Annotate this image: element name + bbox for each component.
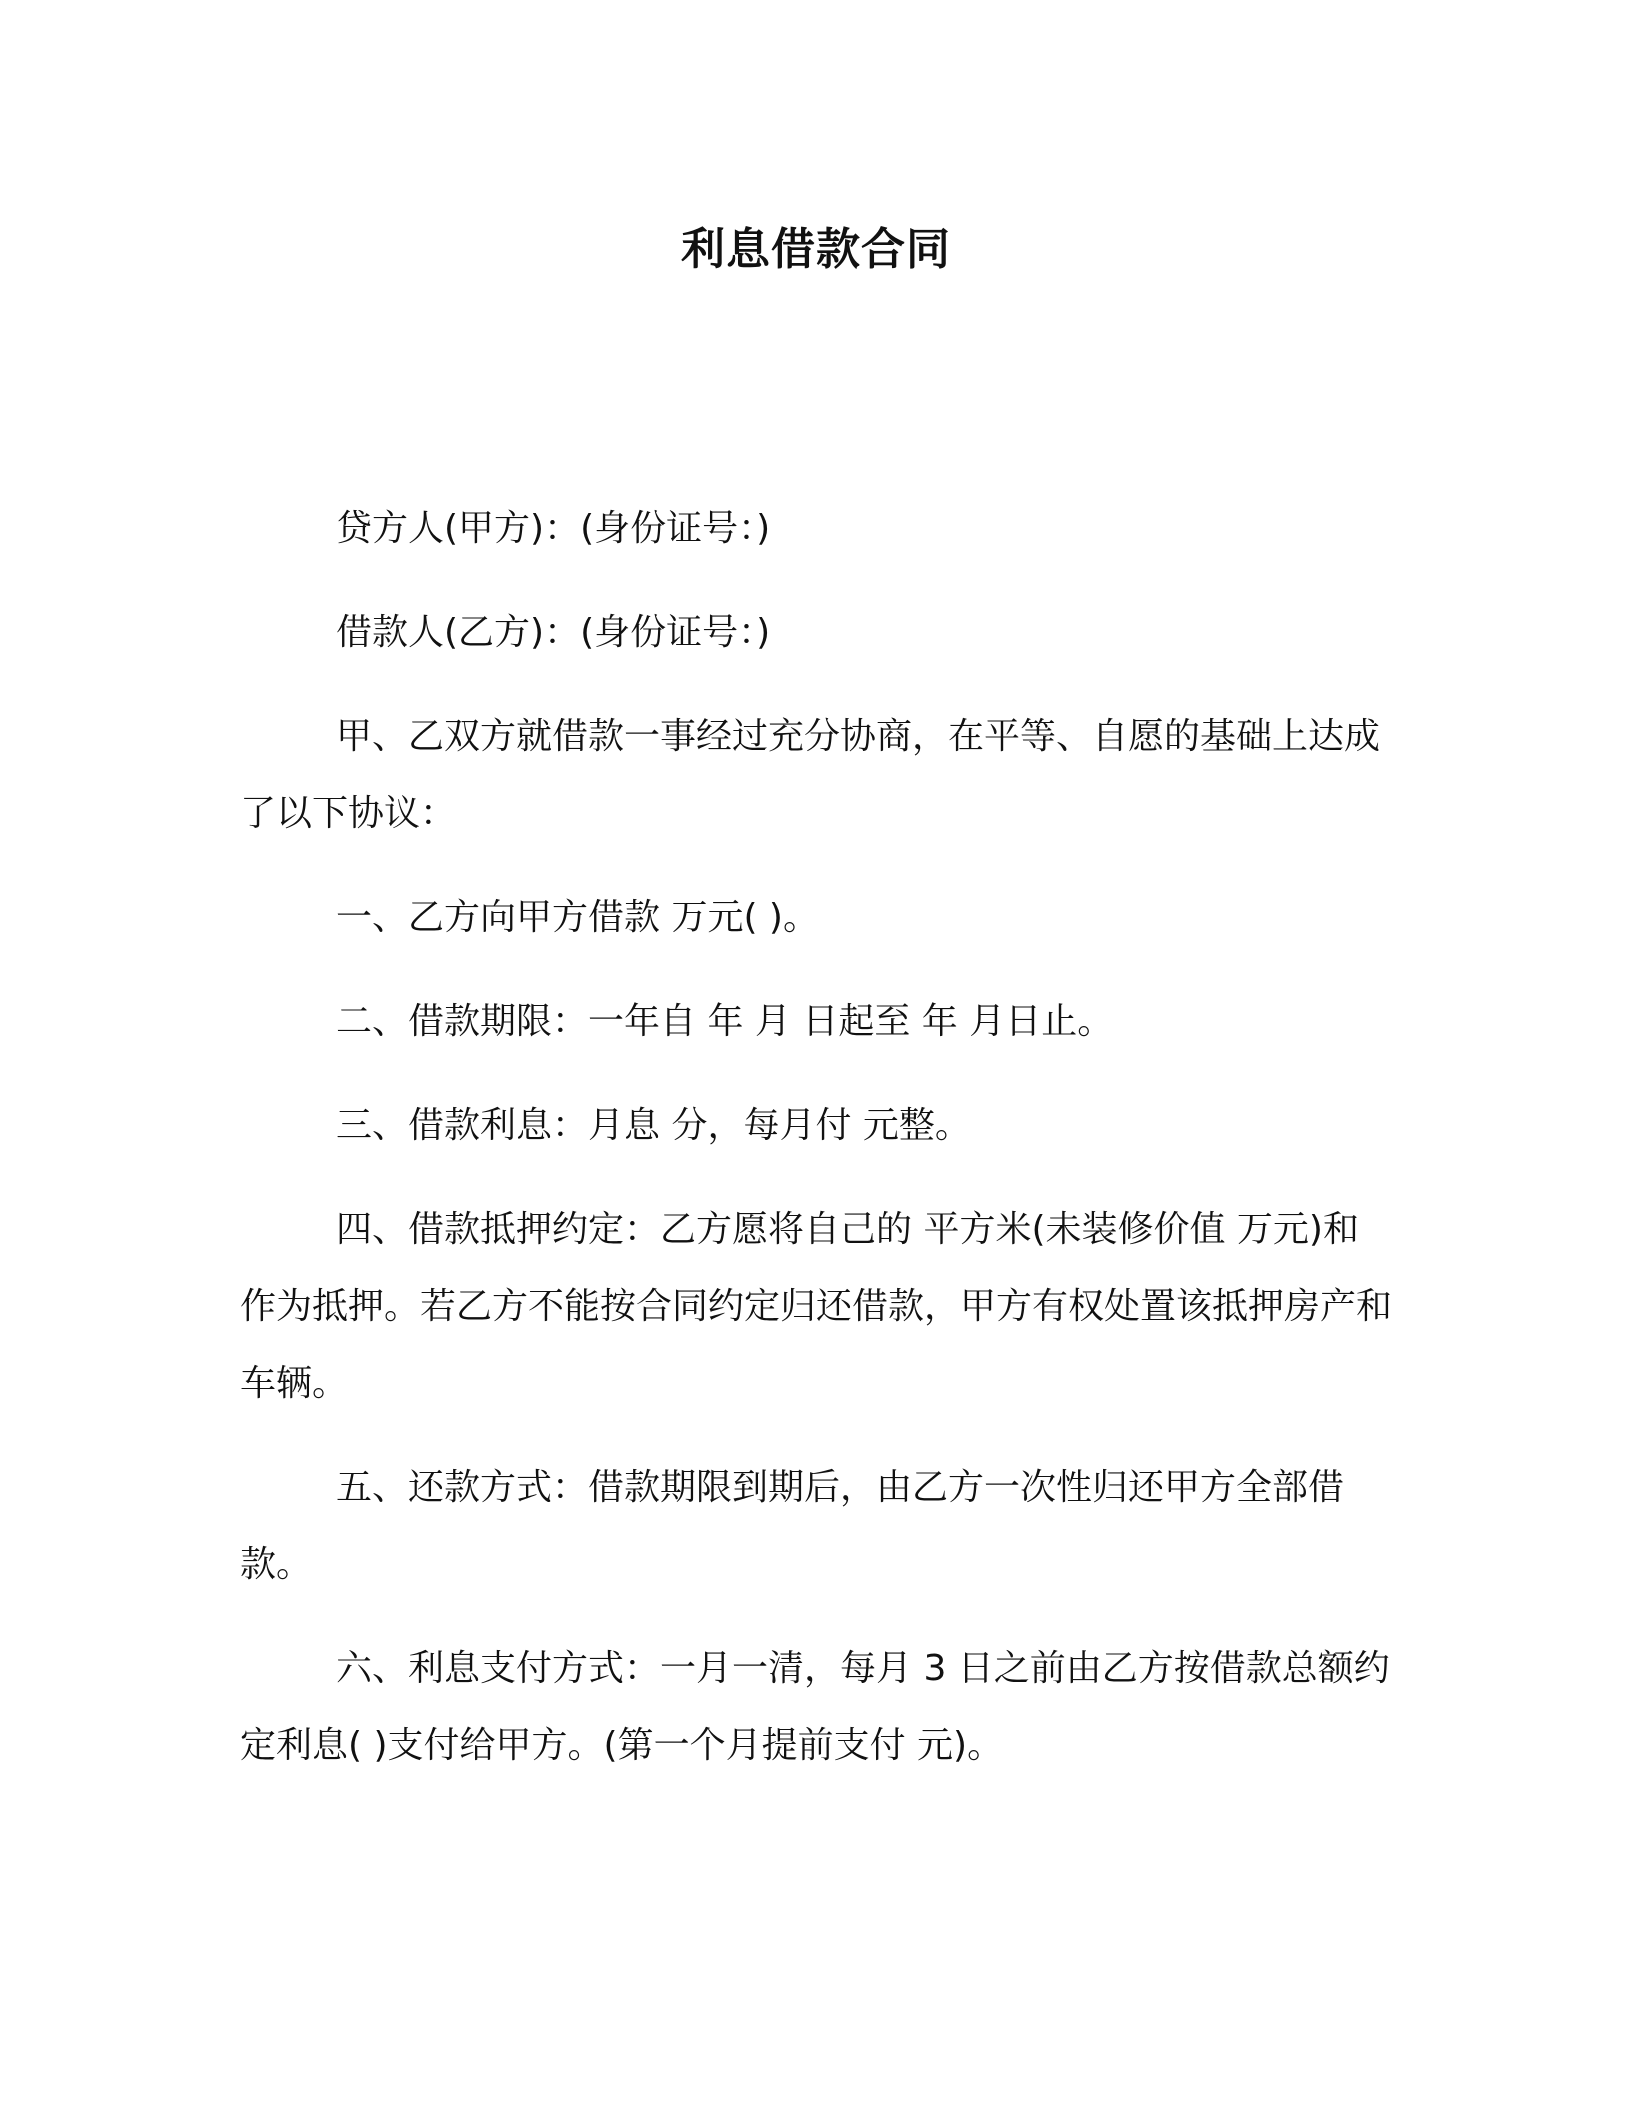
clause-3-interest: 三、借款利息：月息 分，每月付 元整。 xyxy=(336,1105,971,1146)
preamble-paragraph: 甲、乙双方就借款一事经过充分协商，在平等、自愿的基础上达成了以下协议： xyxy=(240,716,1381,834)
clause-2-loan-term: 二、借款期限：一年自 年 月 日起至 年 月日止。 xyxy=(336,1001,1114,1042)
document-title: 利息借款合同 xyxy=(681,224,951,275)
clause-4-collateral: 四、借款抵押约定：乙方愿将自己的 平方米(未装修价值 万元)和作为抵押。若乙方不能按合同约定归还借款，甲方有权处置该抵押房产和车辆。 xyxy=(240,1209,1393,1404)
clause-5-repayment: 五、还款方式：借款期限到期后，由乙方一次性归还甲方全部借款。 xyxy=(240,1467,1345,1585)
clause-1-loan-amount: 一、乙方向甲方借款 万元( )。 xyxy=(336,897,819,938)
document-body xyxy=(240,490,1392,1811)
borrower-line: 借款人(乙方)：(身份证号：) xyxy=(336,612,771,653)
clause-6-interest-payment: 六、利息支付方式：一月一清，每月 3 日之前由乙方按借款总额约定利息( )支付给甲方。(第一个月提前支付 元)。 xyxy=(240,1648,1390,1766)
lender-line: 贷方人(甲方)：(身份证号：) xyxy=(336,508,771,549)
